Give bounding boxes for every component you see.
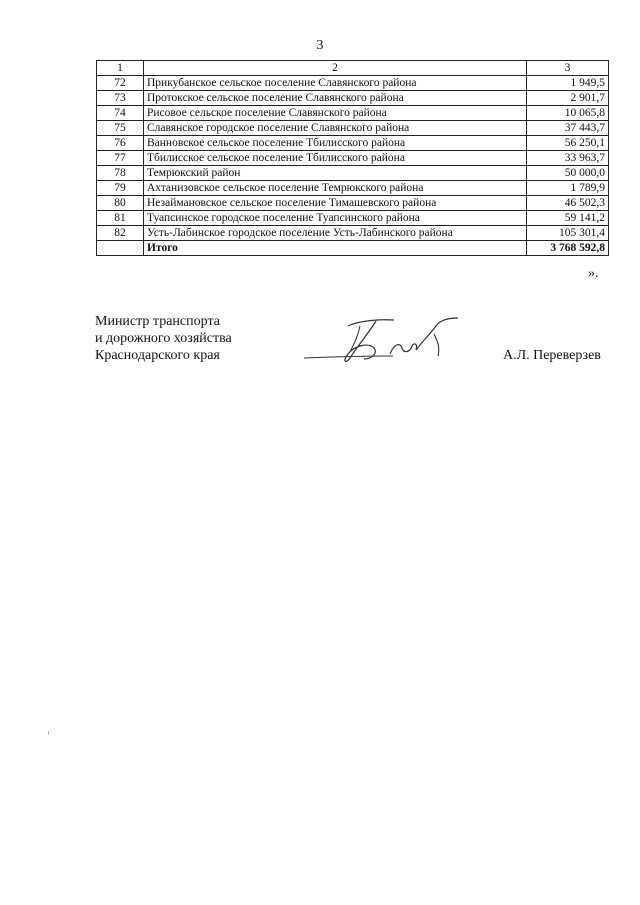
row-number-cell: 74 <box>97 106 144 121</box>
row-number-cell: 73 <box>97 91 144 106</box>
header-cell-num: 1 <box>97 61 144 76</box>
header-cell-value: 3 <box>527 61 609 76</box>
table-total-row <box>97 241 609 256</box>
signatory-title-line: и дорожного хозяйства <box>95 331 232 346</box>
row-name-cell: Ахтанизовское сельское поселение Темрюкского района <box>144 181 527 196</box>
row-value-cell: 2 901,7 <box>527 91 609 106</box>
row-name-cell: Тбилисское сельское поселение Тбилисского района <box>144 151 527 166</box>
row-name-cell: Протокское сельское поселение Славянского района <box>144 91 527 106</box>
allocation-table <box>96 60 609 256</box>
row-name-cell: Незаймановское сельское поселение Тимашевского района <box>144 196 527 211</box>
row-number-cell: 78 <box>97 166 144 181</box>
row-number-cell: 77 <box>97 151 144 166</box>
table-row <box>97 151 609 166</box>
table-row <box>97 166 609 181</box>
total-empty-cell <box>97 241 144 256</box>
signatory-name: А.Л. Переверзев <box>503 348 601 363</box>
row-name-cell: Туапсинское городское поселение Туапсинского района <box>144 211 527 226</box>
row-name-cell: Ванновское сельское поселение Тбилисского района <box>144 136 527 151</box>
row-name-cell: Славянское городское поселение Славянского района <box>144 121 527 136</box>
row-value-cell: 37 443,7 <box>527 121 609 136</box>
table-row <box>97 196 609 211</box>
row-value-cell: 105 301,4 <box>527 226 609 241</box>
table-row <box>97 136 609 151</box>
row-name-cell: Рисовое сельское поселение Славянского района <box>144 106 527 121</box>
table-row <box>97 211 609 226</box>
row-value-cell: 56 250,1 <box>527 136 609 151</box>
signatory-title-line: Краснодарского края <box>95 348 220 363</box>
row-value-cell: 46 502,3 <box>527 196 609 211</box>
table-row <box>97 226 609 241</box>
page-number: 3 <box>316 38 324 53</box>
row-number-cell: 81 <box>97 211 144 226</box>
handwritten-signature <box>298 312 478 370</box>
row-number-cell: 80 <box>97 196 144 211</box>
row-value-cell: 50 000,0 <box>527 166 609 181</box>
row-value-cell: 1 789,9 <box>527 181 609 196</box>
row-name-cell: Темрюкский район <box>144 166 527 181</box>
row-value-cell: 10 065,8 <box>527 106 609 121</box>
row-name-cell: Прикубанское сельское поселение Славянского района <box>144 76 527 91</box>
signatory-title <box>95 313 232 364</box>
table-row <box>97 106 609 121</box>
table-row <box>97 91 609 106</box>
row-value-cell: 1 949,5 <box>527 76 609 91</box>
header-cell-name: 2 <box>144 61 527 76</box>
table-row <box>97 76 609 91</box>
table-row <box>97 181 609 196</box>
row-value-cell: 33 963,7 <box>527 151 609 166</box>
row-number-cell: 76 <box>97 136 144 151</box>
row-name-cell: Усть-Лабинское городское поселение Усть-Лабинского района <box>144 226 527 241</box>
table-body <box>97 61 609 256</box>
signatory-title-line: Министр транспорта <box>95 314 220 329</box>
row-number-cell: 79 <box>97 181 144 196</box>
table-header-row <box>97 61 609 76</box>
closing-quote-mark: ». <box>588 266 599 281</box>
table-row <box>97 121 609 136</box>
row-number-cell: 82 <box>97 226 144 241</box>
total-value-cell: 3 768 592,8 <box>527 241 609 256</box>
row-number-cell: 72 <box>97 76 144 91</box>
row-number-cell: 75 <box>97 121 144 136</box>
total-label-cell: Итого <box>144 241 527 256</box>
row-value-cell: 59 141,2 <box>527 211 609 226</box>
margin-mark <box>48 731 49 735</box>
